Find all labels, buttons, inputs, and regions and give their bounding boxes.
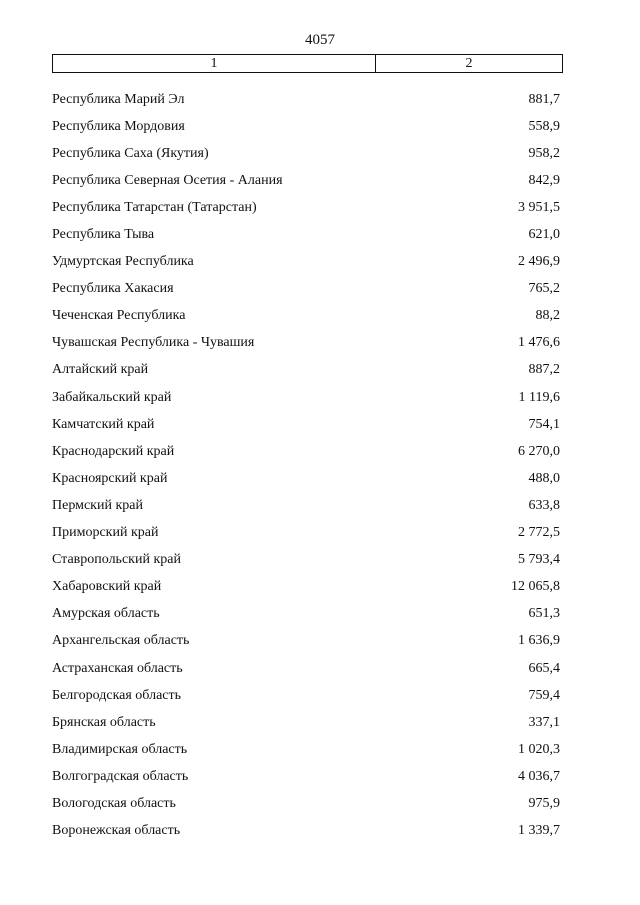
region-value: 337,1 — [528, 714, 560, 730]
region-name: Республика Татарстан (Татарстан) — [52, 199, 257, 215]
region-name: Волгоградская область — [52, 768, 189, 784]
table-row — [52, 763, 560, 790]
region-name: Республика Мордовия — [52, 118, 185, 134]
region-name: Забайкальский край — [52, 389, 172, 405]
region-value: 2 772,5 — [518, 525, 560, 541]
region-value: 488,0 — [528, 470, 560, 486]
region-name: Республика Марий Эл — [52, 91, 185, 107]
region-value: 633,8 — [528, 497, 560, 513]
region-name: Владимирская область — [52, 741, 188, 757]
region-value: 881,7 — [528, 91, 560, 107]
table-row — [52, 492, 560, 519]
column-header-1: 1 — [53, 55, 376, 72]
table-row — [52, 601, 560, 628]
region-value: 1 339,7 — [518, 823, 560, 839]
region-table-body — [52, 86, 560, 845]
table-row — [52, 249, 560, 276]
table-row — [52, 790, 560, 817]
table-header — [52, 54, 563, 73]
region-value: 621,0 — [528, 227, 560, 243]
region-name: Республика Северная Осетия - Алания — [52, 172, 283, 188]
region-name: Алтайский край — [52, 362, 149, 378]
region-value: 887,2 — [528, 362, 560, 378]
region-name: Амурская область — [52, 606, 160, 622]
region-name: Вологодская область — [52, 795, 176, 811]
region-name: Удмуртская Республика — [52, 254, 194, 270]
region-name: Белгородская область — [52, 687, 182, 703]
table-row — [52, 574, 560, 601]
region-name: Красноярский край — [52, 470, 168, 486]
table-row — [52, 736, 560, 763]
table-row — [52, 167, 560, 194]
region-value: 4 036,7 — [518, 768, 560, 784]
table-row — [52, 276, 560, 303]
region-value: 665,4 — [528, 660, 560, 676]
region-name: Воронежская область — [52, 823, 181, 839]
region-name: Ставропольский край — [52, 552, 181, 568]
region-name: Республика Хакасия — [52, 281, 174, 297]
table-row — [52, 140, 560, 167]
region-name: Чеченская Республика — [52, 308, 186, 324]
region-value: 1 119,6 — [518, 389, 560, 405]
table-row — [52, 547, 560, 574]
table-row — [52, 818, 560, 845]
region-name: Приморский край — [52, 525, 159, 541]
region-value: 759,4 — [528, 687, 560, 703]
region-name: Архангельская область — [52, 633, 190, 649]
table-row — [52, 655, 560, 682]
region-value: 958,2 — [528, 145, 560, 161]
table-row — [52, 465, 560, 492]
region-value: 6 270,0 — [518, 443, 560, 459]
region-name: Республика Тыва — [52, 227, 155, 243]
table-row — [52, 709, 560, 736]
region-value: 842,9 — [528, 172, 560, 188]
table-row — [52, 303, 560, 330]
region-value: 558,9 — [528, 118, 560, 134]
page-number: 4057 — [305, 32, 335, 48]
table-row — [52, 86, 560, 113]
region-value: 5 793,4 — [518, 552, 560, 568]
region-name: Чувашская Республика - Чувашия — [52, 335, 255, 351]
region-value: 975,9 — [528, 795, 560, 811]
table-row — [52, 330, 560, 357]
region-value: 1 020,3 — [518, 741, 560, 757]
column-header-2: 2 — [465, 56, 473, 71]
region-value: 651,3 — [528, 606, 560, 622]
region-value: 2 496,9 — [518, 254, 560, 270]
region-name: Брянская область — [52, 714, 156, 730]
region-value: 12 065,8 — [511, 579, 560, 595]
region-value: 88,2 — [535, 308, 560, 324]
region-value: 1 636,9 — [518, 633, 560, 649]
table-row — [52, 438, 560, 465]
table-row — [52, 520, 560, 547]
region-name: Краснодарский край — [52, 443, 175, 459]
region-value: 765,2 — [528, 281, 560, 297]
table-row — [52, 682, 560, 709]
region-value: 1 476,6 — [518, 335, 560, 351]
table-row — [52, 628, 560, 655]
table-row — [52, 411, 560, 438]
table-row — [52, 357, 560, 384]
region-name: Камчатский край — [52, 416, 155, 432]
region-name: Республика Саха (Якутия) — [52, 145, 209, 161]
table-row — [52, 194, 560, 221]
region-name: Астраханская область — [52, 660, 183, 676]
region-value: 3 951,5 — [518, 199, 560, 215]
region-value: 754,1 — [528, 416, 560, 432]
region-name: Пермский край — [52, 497, 143, 513]
table-row — [52, 384, 560, 411]
region-name: Хабаровский край — [52, 579, 162, 595]
table-row — [52, 113, 560, 140]
table-row — [52, 221, 560, 248]
